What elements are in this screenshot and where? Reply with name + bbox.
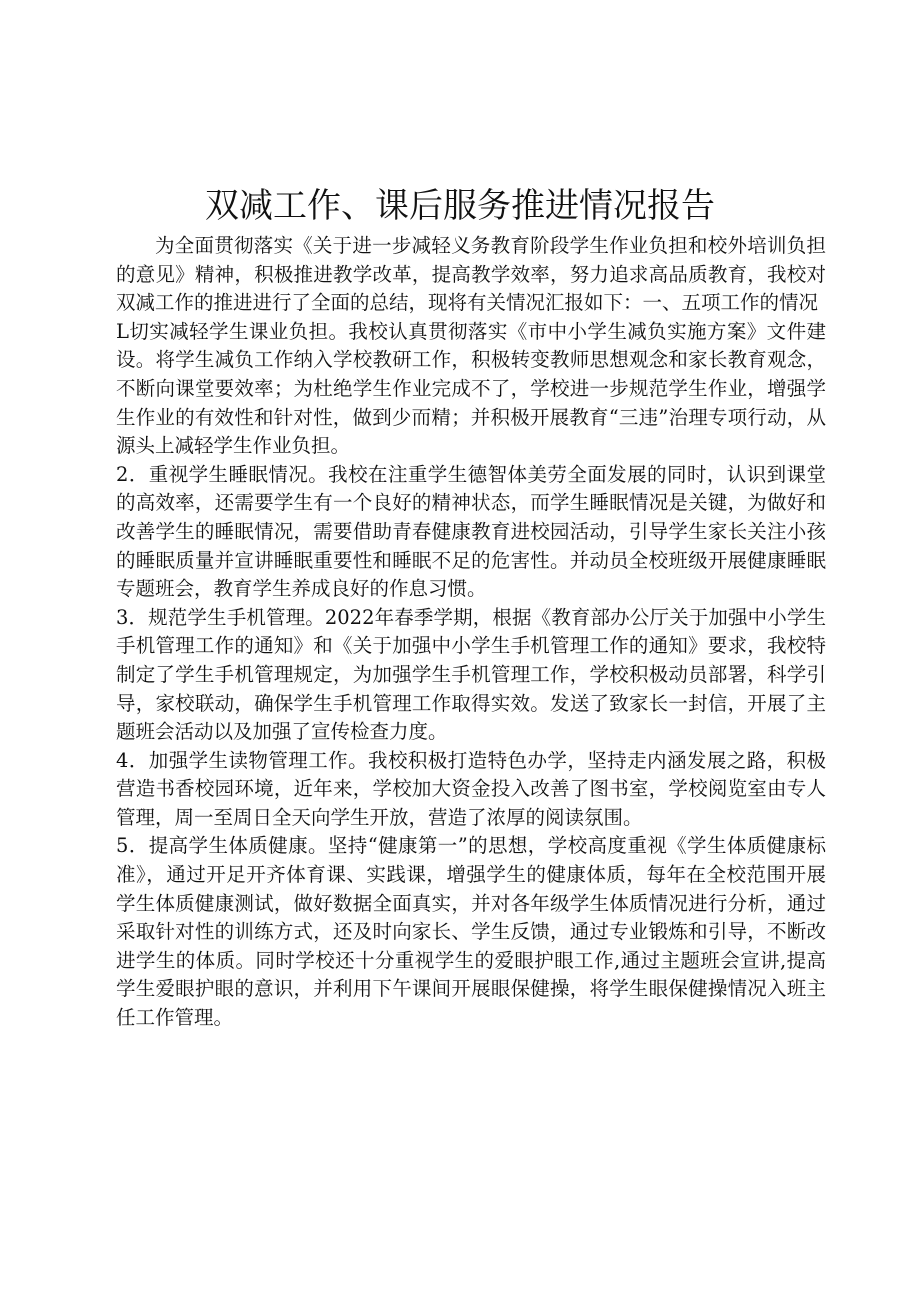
item-5-paragraph: 5．提高学生体质健康。坚持“健康第一”的思想，学校高度重视《学生体质健康标准》，通过开足开齐体育课、实践课，增强学生的健康体质，每年在全校范围开展学生体质健康测试，做好数据全面真实，并对各年级学生体质情况进行分析，通过采取针对性的训练方式，还及时向家长、学生反馈，通过专业锻炼和引导，不断改进学生的体质。同时学校还十分重视学生的爱眼护眼工作,通过主题班会宣讲,提高学生爱眼护眼的意识，并利用下午课间开展眼保健操，将学生眼保健操情况入班主任工作管理。	[116, 834, 826, 1030]
document-title: 双减工作、课后服务推进情况报告	[205, 185, 715, 226]
intro-paragraph: 为全面贯彻落实《关于进一步减轻义务教育阶段学生作业负担和校外培训负担的意见》精神，积极推进教学改革，提高教学效率，努力追求高品质教育，我校对双减工作的推进进行了全面的总结，现将有关情况汇报如下：一、五项工作的情况	[116, 234, 826, 315]
item-1-paragraph: L切实减轻学生课业负担。我校认真贯彻落实《市中小学生减负实施方案》文件建设。将学生减负工作纳入学校教研工作，积极转变教师思想观念和家长教育观念，不断向课堂要效率；为杜绝学生作业完成不了，学校进一步规范学生作业，增强学生作业的有效性和针对性，做到少而精；并积极开展教育“三违”治理专项行动，从源头上减轻学生作业负担。	[116, 319, 826, 458]
item-4-paragraph: 4．加强学生读物管理工作。我校积极打造特色办学，坚持走内涵发展之路，积极营造书香校园环境，近年来，学校加大资金投入改善了图书室，学校阅览室由专人管理，周一至周日全天向学生开放，营造了浓厚的阅读氛围。	[116, 748, 826, 829]
document-body	[116, 232, 826, 1033]
item-2-paragraph: 2．重视学生睡眠情况。我校在注重学生德智体美劳全面发展的同时，认识到课堂的高效率，还需要学生有一个良好的精神状态，而学生睡眠情况是关键，为做好和改善学生的睡眠情况，需要借助青春健康教育进校园活动，引导学生家长关注小孩的睡眠质量并宣讲睡眠重要性和睡眠不足的危害性。并动员全校班级开展健康睡眠专题班会，教育学生养成良好的作息习惯。	[116, 462, 826, 601]
item-3-paragraph: 3．规范学生手机管理。2022年春季学期，根据《教育部办公厅关于加强中小学生手机管理工作的通知》和《关于加强中小学生手机管理工作的通知》要求，我校特制定了学生手机管理规定，为加强学生手机管理工作，学校积极动员部署，科学引导，家校联动，确保学生手机管理工作取得实效。发送了致家长一封信，开展了主题班会活动以及加强了宣传检查力度。	[116, 605, 826, 744]
